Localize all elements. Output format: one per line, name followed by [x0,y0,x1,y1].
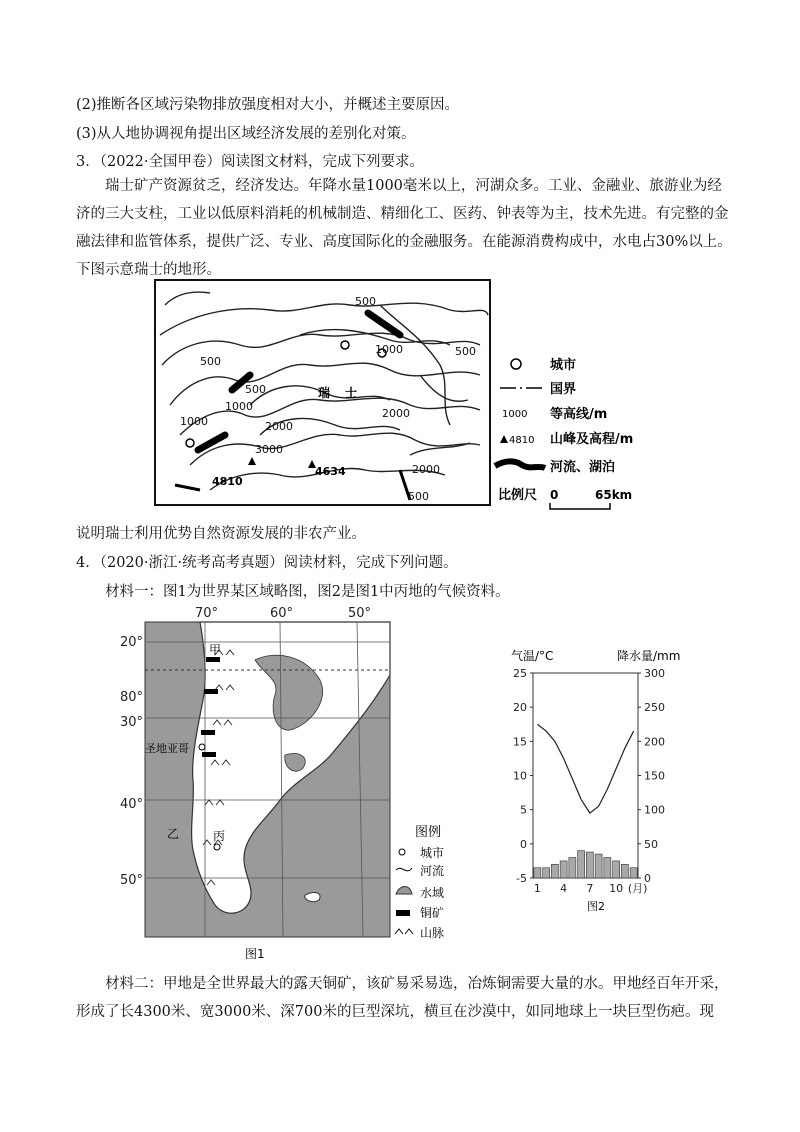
left-tick-label: 20 [513,701,527,715]
bing-marker [214,844,220,850]
right-tick-label: 200 [644,735,665,749]
left-tick-label: 25 [513,667,527,680]
scale-start: 0 [550,488,559,502]
svg-text:50°: 50° [120,873,144,888]
precip-bar-7 [586,852,593,878]
svg-text:500: 500 [408,490,429,503]
precip-bar-10 [613,861,620,878]
country-label: 瑞 [318,386,331,400]
q2-sub2: (2)推断各区域污染物排放强度相对大小，并概述主要原因。 [76,97,460,113]
svg-text:40°: 40° [120,797,144,812]
legend-title: 图例 [415,825,442,840]
right-tick-label: 300 [644,667,665,680]
ylabel-right: 降水量/mm [617,649,681,663]
legend-scale-label: 比例尺 [498,488,538,503]
svg-text:500: 500 [355,295,376,308]
q4-header: 4．（2020·浙江·统考高考真题）阅读材料，完成下列问题。 [76,555,458,571]
ylabel-left: 气温/°C [511,649,554,663]
label-jia: 甲 [209,643,222,657]
scale-bar [550,503,610,509]
right-tick-label: 150 [644,769,665,783]
q4-material2: 材料二：甲地是全世界最大的露天铜矿，该矿易采易选，冶炼铜需要大量的水。甲地经百年开采，形成了长4300米、宽3000米、深700米的巨型深坑，横亘在沙漠中，如同地球上一块巨型伤疤。现 [76,976,729,1020]
figure1-map [105,600,405,960]
precip-bar-2 [543,868,550,878]
legend-water: 水域 [420,886,445,900]
svg-text:500: 500 [245,383,266,396]
legend-mountain: 山脉 [420,926,445,940]
legend-peak-sample: 4810 [509,435,535,446]
legend-river-icon [495,461,545,468]
precip-bar-4 [560,861,567,878]
legend-city: 城市 [420,846,445,860]
svg-text:500: 500 [455,345,476,358]
svg-text:2000: 2000 [265,420,293,433]
lat-labels [120,635,143,888]
x-tick-label: 10 [609,882,624,895]
svg-text:70°: 70° [195,606,219,621]
legend-river: 河流、湖泊 [550,460,616,475]
svg-text:1000: 1000 [180,415,208,428]
city-marker [341,341,349,349]
q3-header: 3．（2022·全国甲卷）阅读图文材料，完成下列要求。 [76,154,424,170]
legend-peak-icon [500,435,508,443]
svg-text:20°: 20° [120,635,144,650]
map-legend [495,357,633,509]
temperature-line [537,724,633,813]
city-marker [186,439,194,447]
island [305,893,320,902]
x-tick-label: 7 [586,882,594,895]
svg-text:50°: 50° [348,606,372,621]
precip-bar-1 [534,868,541,878]
precip-bar-3 [551,864,558,878]
legend-city: 城市 [550,358,577,373]
precip-bar-5 [569,858,576,879]
q3-body: 瑞士矿产资源贫乏，经济发达。年降水量1000毫米以上，河湖众多。工业、金融业、旅游业为经济的三大支柱，工业以低原料消耗的机械制造、精细化工、医药、钟表等为主，技术先进。有完整的金融法律和监管体系，提供广泛、专业、高度国际化的金融服务。在能源消费构成中，水电占30%以上。下图示意瑞士的地形。 [76,178,732,278]
fig1-caption: 图1 [245,947,265,960]
lon-labels [195,606,371,621]
peak-label: 4810 [212,475,243,488]
precip-bar-6 [578,851,585,878]
label-santiago: 圣地亚哥 [145,742,189,755]
svg-text:80°: 80° [120,690,144,705]
q3-task: 说明瑞士利用优势自然资源发展的非农产业。 [76,526,366,542]
peak-label: 4634 [315,465,346,478]
right-tick-label: 250 [644,701,665,715]
svg-text:1000: 1000 [225,400,253,413]
left-tick-label: -5 [516,872,527,885]
svg-text:500: 500 [200,355,221,368]
svg-text:2000: 2000 [382,407,410,420]
left-tick-label: 15 [513,735,527,749]
q2-sub3: (3)从人地协调视角提出区域经济发展的差别化对策。 [76,126,416,142]
svg-text:30°: 30° [120,715,144,730]
figure2-climate-chart [505,640,695,915]
legend-border: 国界 [550,382,577,397]
right-tick-label: 0 [644,872,651,885]
svg-text:2000: 2000 [412,463,440,476]
country-label-2: 士 [345,386,358,400]
left-tick-label: 10 [513,769,527,783]
svg-text:3000: 3000 [255,443,283,456]
x-tick-label: 4 [560,882,568,895]
legend-copper: 铜矿 [420,906,445,920]
right-tick-label: 50 [644,837,658,851]
label-yi: 乙 [167,827,180,841]
legend-river: 河流 [420,864,445,878]
legend-contour-sample: 1000 [502,409,528,420]
precip-bar-9 [604,858,611,879]
plot-frame [533,673,638,878]
precip-bar-11 [621,864,628,878]
precip-bar-8 [595,854,602,878]
x-tick-label: 1 [533,882,541,895]
fig2-caption: 图2 [587,900,605,913]
svg-text:60°: 60° [270,606,294,621]
q4-material1: 材料一：图1为世界某区域略图，图2是图1中丙地的气候资料。 [105,584,510,600]
legend-contour: 等高线/m [550,407,608,422]
left-tick-label: 0 [520,837,527,851]
left-tick-label: 5 [520,803,527,817]
label-bing: 丙 [213,829,226,843]
figure1-legend [390,820,470,945]
santiago-marker [199,744,205,750]
precip-bar-12 [630,868,637,878]
legend-city-icon [511,359,521,369]
right-tick-label: 100 [644,803,665,817]
scale-end: 65km [595,488,633,502]
legend-peak: 山峰及高程/m [550,432,634,447]
x-axis-label: (月) [627,882,648,895]
swiss-terrain-map [150,275,670,510]
svg-text:1000: 1000 [375,343,403,356]
